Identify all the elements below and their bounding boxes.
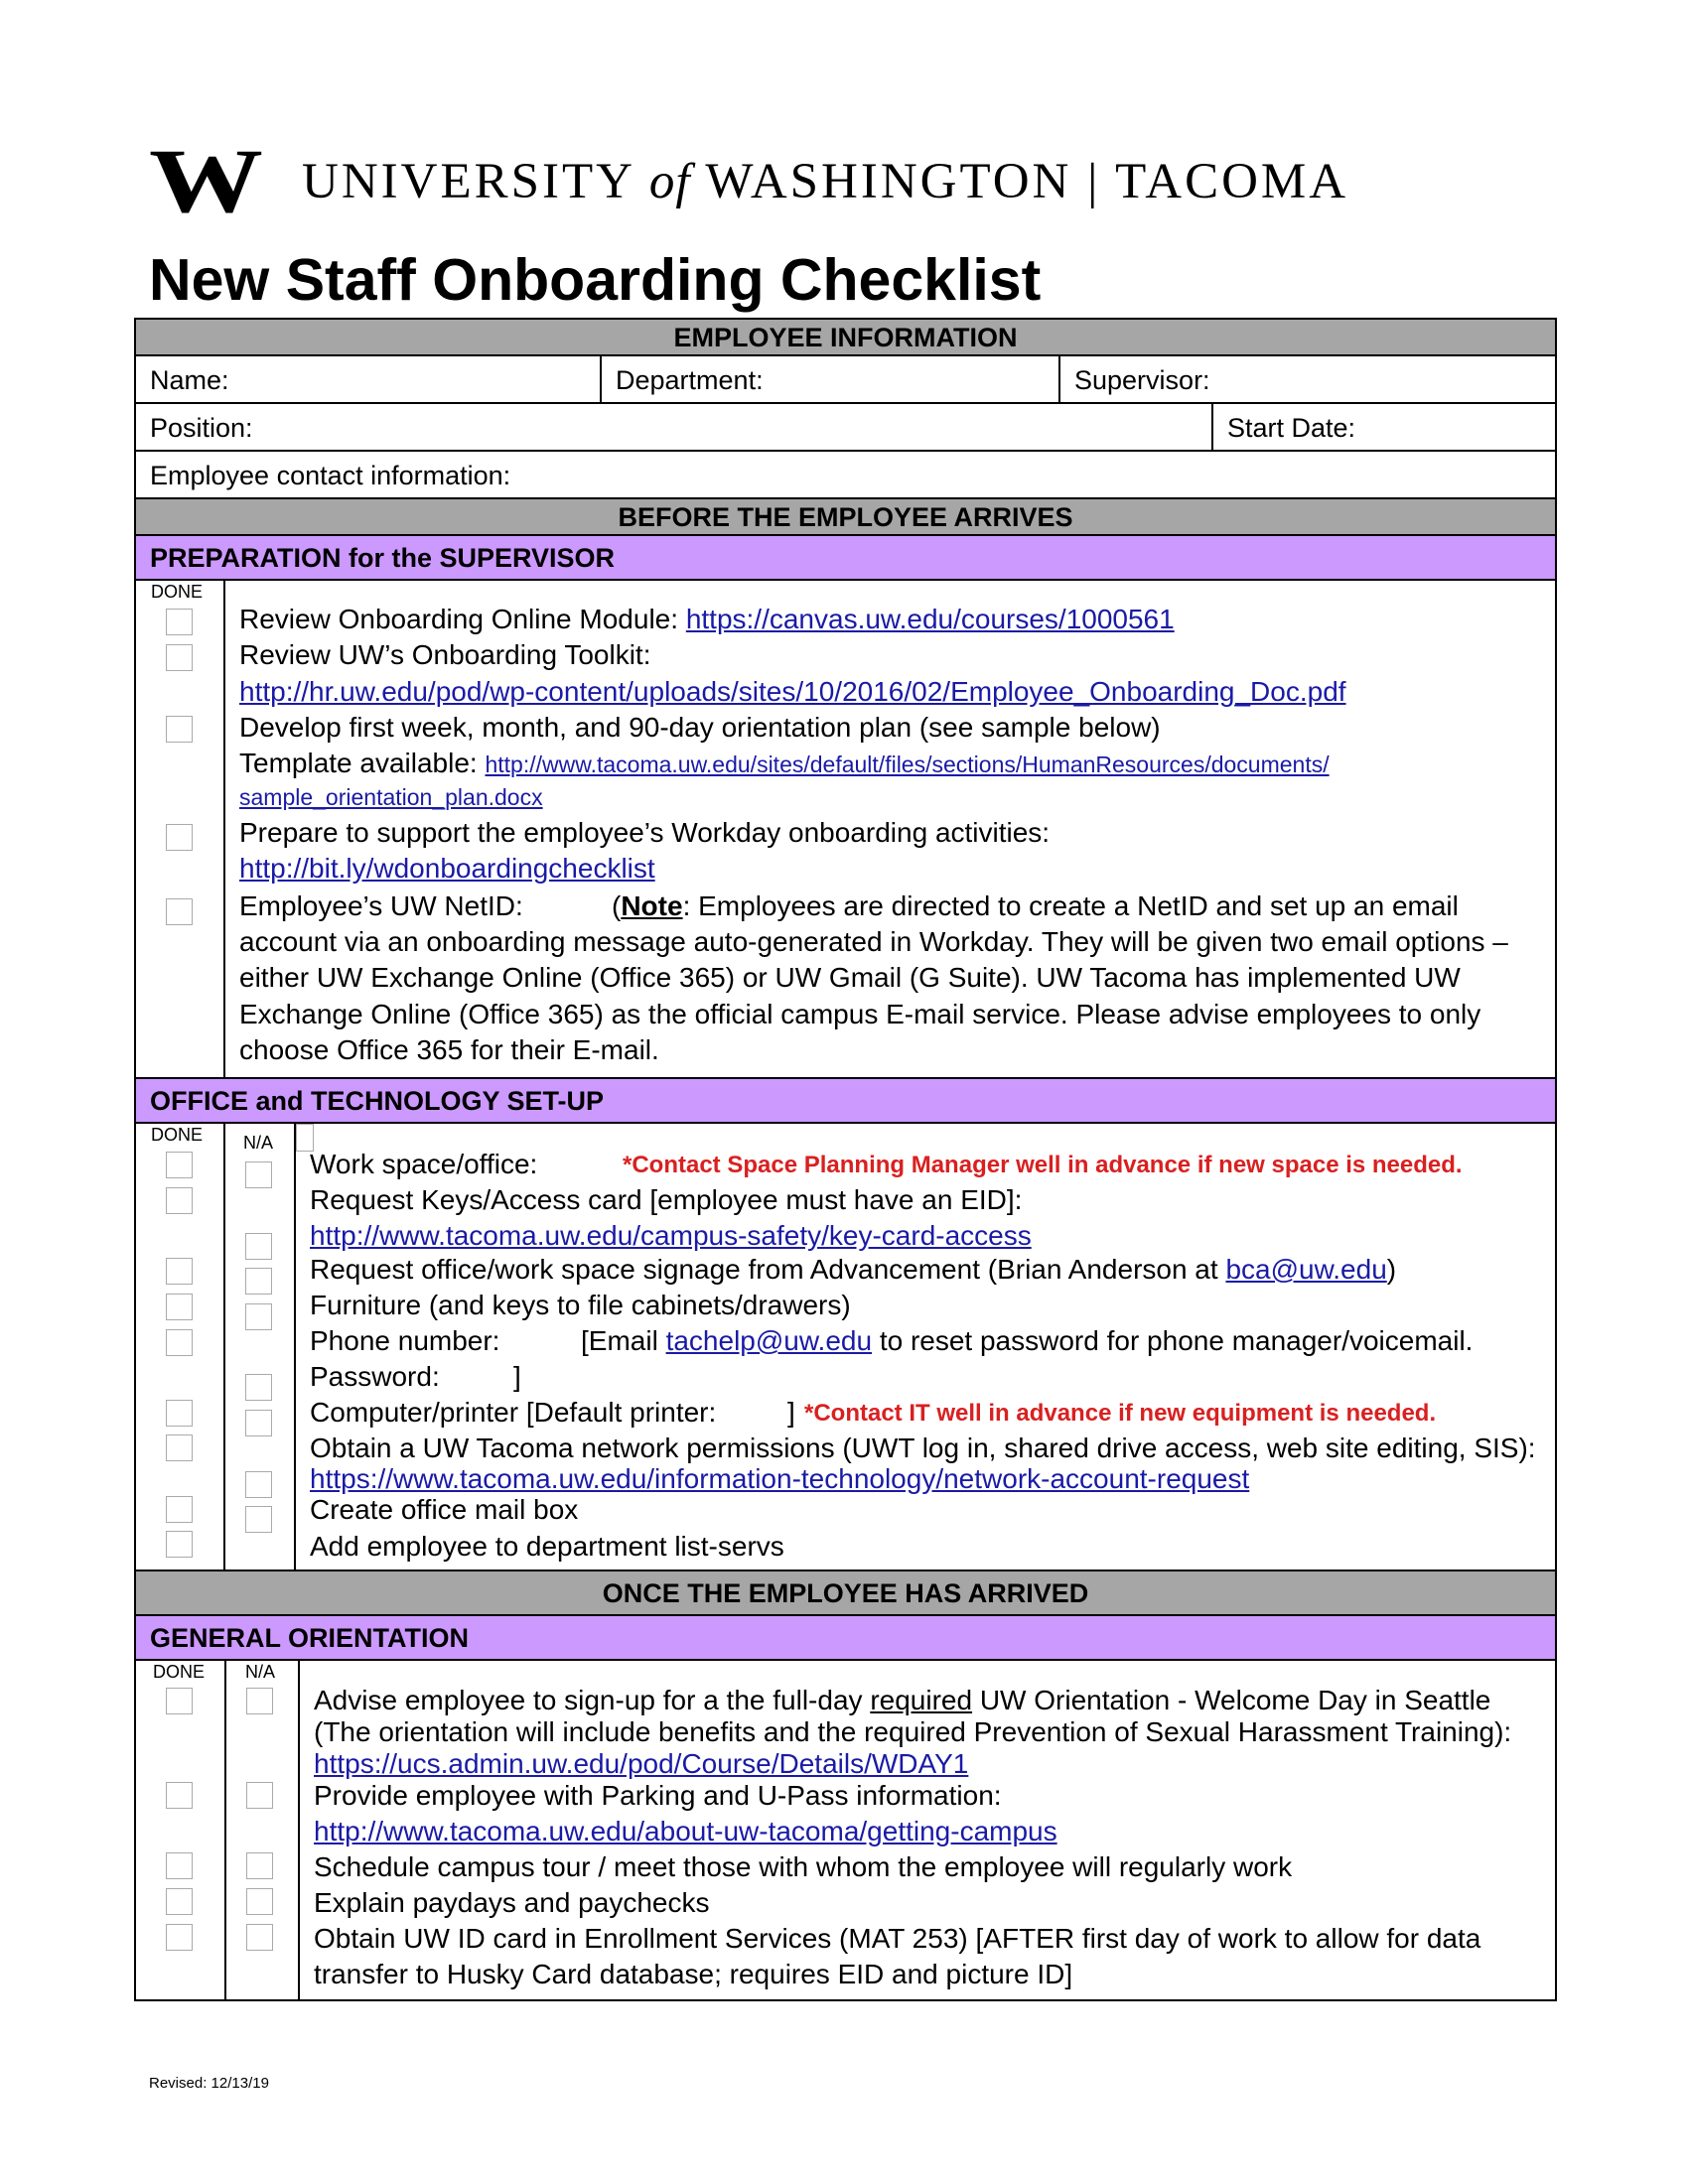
logo-text-post: WASHINGTON | TACOMA xyxy=(690,153,1349,209)
column-divider xyxy=(294,1124,296,1570)
na-column-label: N/A xyxy=(245,1662,276,1682)
prep-item-5-note xyxy=(612,889,1459,923)
prep-item-2-link-line xyxy=(239,675,1346,709)
office-na-7-checkbox[interactable] xyxy=(245,1471,272,1498)
prep-item-2-checkbox[interactable] xyxy=(166,644,193,671)
general-item-1 xyxy=(314,1684,1490,1717)
office-tech-header: OFFICE and TECHNOLOGY SET-UP xyxy=(136,1079,1555,1124)
space-planning-warning: *Contact Space Planning Manager well in advance if new space is needed. xyxy=(623,1152,1463,1178)
general-item-5-line-2: transfer to Husky Card database; requires EID and picture ID] xyxy=(314,1959,1073,1989)
general-done-1-checkbox[interactable] xyxy=(166,1688,193,1714)
prep-item-4-text: Prepare to support the employee’s Workday onboarding activities: xyxy=(239,817,1051,848)
note-rest: : Employees are directed to create a NetID and set up an email xyxy=(682,890,1459,921)
prep-item-4-checkbox[interactable] xyxy=(166,824,193,851)
office-done-4-checkbox[interactable] xyxy=(166,1294,193,1320)
department-field[interactable]: Department: xyxy=(602,356,1060,402)
note-bold: Note xyxy=(621,890,683,921)
prep-item-5-line-3: either UW Exchange Online (Office 365) or UW Gmail (G Suite). UW Tacoma has implemented UW xyxy=(239,962,1461,993)
checklist-table xyxy=(134,318,1557,2001)
general-item-1-required: required xyxy=(870,1685,973,1715)
office-done-1-checkbox[interactable] xyxy=(166,1152,193,1178)
office-item-1-text: Work space/office: xyxy=(310,1149,538,1179)
page-title: New Staff Onboarding Checklist xyxy=(149,247,1042,313)
office-item-5-note xyxy=(581,1324,1473,1358)
general-item-2-text: Provide employee with Parking and U-Pass information: xyxy=(314,1780,1002,1811)
network-account-request-link[interactable]: https://www.tacoma.uw.edu/information-technology/network-account-request xyxy=(310,1463,1250,1494)
general-item-1-post: UW Orientation - Welcome Day in Seattle xyxy=(972,1685,1491,1715)
welcome-day-link[interactable]: https://ucs.admin.uw.edu/pod/Course/Details/WDAY1 xyxy=(314,1748,969,1779)
office-na-8-checkbox[interactable] xyxy=(245,1506,272,1533)
column-divider xyxy=(223,1124,225,1570)
general-done-5-checkbox[interactable] xyxy=(166,1924,193,1951)
prep-item-5-checkbox[interactable] xyxy=(166,898,193,925)
office-na-5-checkbox[interactable] xyxy=(245,1374,272,1401)
it-equipment-warning: *Contact IT well in advance if new equipment is needed. xyxy=(804,1400,1437,1427)
column-divider xyxy=(298,1661,300,1999)
done-column-label: DONE xyxy=(151,1125,204,1145)
office-tech-section xyxy=(136,1124,1555,1571)
office-item-3-close: ) xyxy=(1386,1254,1397,1285)
office-item-4-text: Furniture (and keys to file cabinets/drawers) xyxy=(310,1290,851,1320)
general-item-5-text: Obtain UW ID card in Enrollment Services (MAT 253) [AFTER first day of work to allow for data xyxy=(314,1923,1481,1954)
general-na-3-checkbox[interactable] xyxy=(246,1852,273,1879)
start-date-field[interactable]: Start Date: xyxy=(1227,413,1356,443)
general-item-3-text: Schedule campus tour / meet those with whom the employee will regularly work xyxy=(314,1851,1293,1882)
prep-item-1-text: Review Onboarding Online Module: xyxy=(239,604,686,634)
prep-item-5-line-4: Exchange Online (Office 365) as the official campus E-mail service. Please advise employees to only xyxy=(239,999,1481,1029)
employee-info-row-3 xyxy=(136,452,1555,499)
template-label: Template available: xyxy=(239,748,486,778)
general-item-2-link-line xyxy=(314,1815,1057,1848)
prep-item-5-line-2: account via an onboarding message auto-generated in Workday. They will be given two email options – xyxy=(239,926,1508,957)
logo-text-pre: UNIVERSITY xyxy=(302,153,649,209)
revised-date: Revised: 12/13/19 xyxy=(149,2075,269,2092)
position-field[interactable]: Position: xyxy=(136,404,1213,450)
canvas-module-link[interactable]: https://canvas.uw.edu/courses/1000561 xyxy=(685,604,1175,634)
general-na-1-checkbox[interactable] xyxy=(246,1688,273,1714)
general-orientation-header: GENERAL ORIENTATION xyxy=(136,1616,1555,1661)
office-na-2-checkbox[interactable] xyxy=(245,1233,272,1260)
office-item-7-link-line xyxy=(310,1462,1249,1496)
general-done-4-checkbox[interactable] xyxy=(166,1888,193,1915)
office-na-3-checkbox[interactable] xyxy=(245,1268,272,1295)
office-item-3 xyxy=(310,1253,1396,1287)
prep-item-1-checkbox[interactable] xyxy=(166,609,193,635)
employee-info-row-2 xyxy=(136,404,1555,452)
prep-item-3-checkbox[interactable] xyxy=(166,716,193,743)
general-item-1-pre: Advise employee to sign-up for a the full-day xyxy=(314,1685,871,1715)
prep-item-2-text: Review UW’s Onboarding Toolkit: xyxy=(239,639,651,670)
contact-info-field[interactable]: Employee contact information: xyxy=(150,461,511,490)
office-item-2-link-line xyxy=(310,1219,1032,1253)
office-done-7-checkbox[interactable] xyxy=(166,1434,193,1461)
preparation-section xyxy=(136,581,1555,1079)
office-item-5-text: Phone number: xyxy=(310,1325,500,1356)
uw-w-logo-icon: W xyxy=(149,130,256,231)
office-item-3-text: Request office/work space signage from Advancement (Brian Anderson at xyxy=(310,1254,1226,1285)
password-text: Password: xyxy=(310,1361,440,1392)
general-orientation-section xyxy=(136,1661,1555,2001)
prep-item-3-template xyxy=(239,747,1330,781)
prep-item-5-label: Employee’s UW NetID: xyxy=(239,890,523,921)
office-done-6-checkbox[interactable] xyxy=(166,1400,193,1427)
preparation-header: PREPARATION for the SUPERVISOR xyxy=(136,536,1555,581)
office-item-2-text: Request Keys/Access card [employee must have an EID]: xyxy=(310,1184,1023,1215)
office-item-6-text: Computer/printer [Default printer: xyxy=(310,1397,717,1428)
column-divider xyxy=(224,1661,226,1999)
prep-item-3-text: Develop first week, month, and 90-day orientation plan (see sample below) xyxy=(239,712,1161,743)
employee-info-header: EMPLOYEE INFORMATION xyxy=(136,320,1555,356)
column-divider xyxy=(223,581,225,1077)
office-done-8-checkbox[interactable] xyxy=(166,1496,193,1523)
prep-item-3-link-line xyxy=(239,780,543,814)
office-done-3-checkbox[interactable] xyxy=(166,1258,193,1285)
office-item-5-bracket: [Email xyxy=(581,1325,666,1356)
general-done-2-checkbox[interactable] xyxy=(166,1782,193,1809)
office-item-5-rest: to reset password for phone manager/voicemail. xyxy=(872,1325,1474,1356)
office-item-7-text: Obtain a UW Tacoma network permissions (UWT log in, shared drive access, web site editing, SIS): xyxy=(310,1433,1536,1463)
na-column-label: N/A xyxy=(243,1133,274,1153)
logo-text-of: of xyxy=(648,153,691,209)
password-close: ] xyxy=(513,1361,521,1392)
supervisor-field[interactable]: Supervisor: xyxy=(1074,365,1210,395)
office-item-8-text: Create office mail box xyxy=(310,1494,579,1525)
office-na-6-checkbox[interactable] xyxy=(245,1410,272,1436)
done-column-label: DONE xyxy=(151,582,204,602)
prep-item-5-line-5: choose Office 365 for their E-mail. xyxy=(239,1034,659,1065)
university-name xyxy=(302,153,1348,210)
general-na-2-checkbox[interactable] xyxy=(246,1782,273,1809)
prep-item-1 xyxy=(239,603,1175,636)
general-done-3-checkbox[interactable] xyxy=(166,1852,193,1879)
name-field[interactable]: Name: xyxy=(136,356,602,402)
bca-email-link[interactable]: bca@uw.edu xyxy=(1225,1254,1387,1285)
office-done-2-checkbox[interactable] xyxy=(166,1187,193,1214)
done-column-label: DONE xyxy=(153,1662,206,1682)
general-na-5-checkbox[interactable] xyxy=(246,1924,273,1951)
office-na-1-checkbox[interactable] xyxy=(245,1161,272,1188)
university-logo xyxy=(149,130,1349,231)
getting-campus-link[interactable]: http://www.tacoma.uw.edu/about-uw-tacoma/getting-campus xyxy=(314,1816,1057,1846)
before-arrival-header: BEFORE THE EMPLOYEE ARRIVES xyxy=(136,499,1555,536)
onboarding-toolkit-link[interactable]: http://hr.uw.edu/pod/wp-content/uploads/sites/10/2016/02/Employee_Onboarding_Doc.pdf xyxy=(239,676,1346,707)
office-item-9-text: Add employee to department list-servs xyxy=(310,1531,784,1562)
office-item-6-close: ] xyxy=(787,1397,795,1428)
office-na-4-checkbox[interactable] xyxy=(245,1303,272,1330)
general-item-4-text: Explain paydays and paychecks xyxy=(314,1887,710,1918)
employee-info-row-1 xyxy=(136,356,1555,404)
note-open: ( xyxy=(612,890,622,921)
general-item-1-link-line xyxy=(314,1747,968,1781)
tachelp-email-link[interactable]: tachelp@uw.edu xyxy=(665,1325,873,1356)
office-done-5-checkbox[interactable] xyxy=(166,1329,193,1356)
orientation-plan-link-part2[interactable]: sample_orientation_plan.docx xyxy=(239,784,543,810)
key-card-access-link[interactable]: http://www.tacoma.uw.edu/campus-safety/key-card-access xyxy=(310,1220,1032,1251)
general-na-4-checkbox[interactable] xyxy=(246,1888,273,1915)
workday-checklist-link[interactable]: http://bit.ly/wdonboardingchecklist xyxy=(239,853,655,884)
general-item-1-line-2: (The orientation will include benefits and the required Prevention of Sexual Harassment Training): xyxy=(314,1716,1512,1747)
office-done-9-checkbox[interactable] xyxy=(166,1531,193,1558)
after-arrival-header: ONCE THE EMPLOYEE HAS ARRIVED xyxy=(136,1571,1555,1616)
prep-item-4-link-line xyxy=(239,852,655,886)
orientation-plan-link-part1[interactable]: http://www.tacoma.uw.edu/sites/default/files/sections/HumanResources/documents/ xyxy=(485,751,1330,777)
